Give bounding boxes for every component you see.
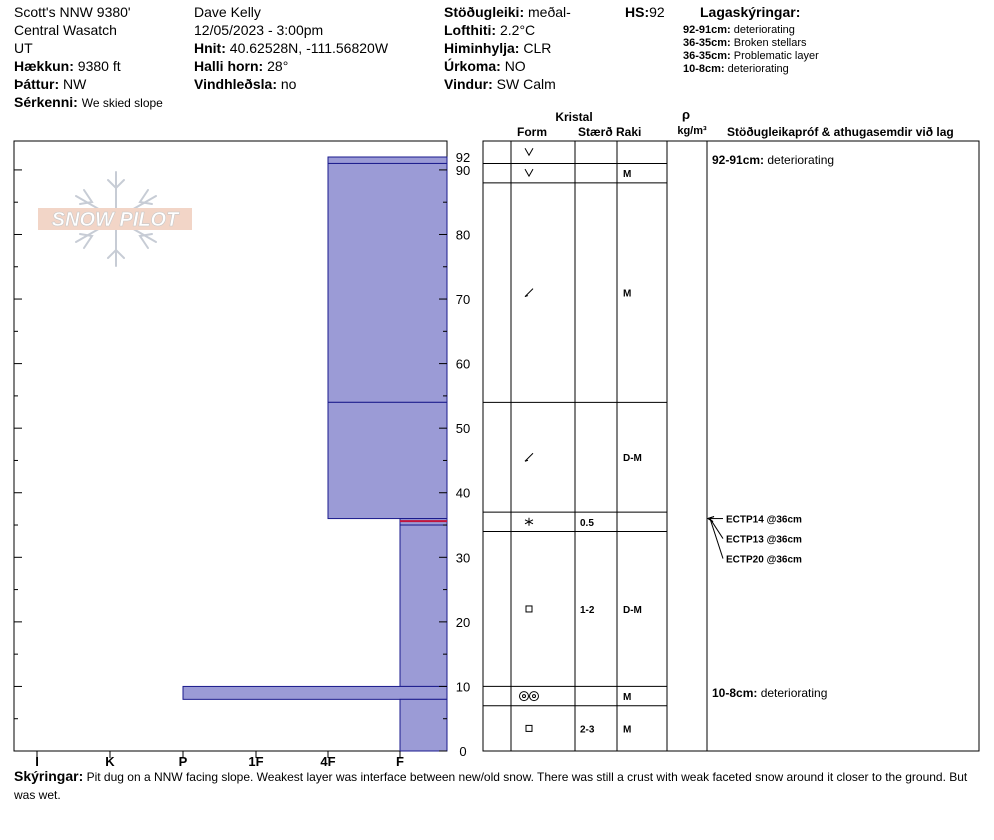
melt-freeze-icon	[520, 692, 539, 701]
stability-test-label: ECTP13 @36cm	[726, 534, 802, 546]
wind-label: Vindur:	[444, 76, 493, 92]
sky-value: CLR	[523, 40, 552, 56]
slope-label: Halli horn:	[194, 58, 264, 74]
layer-table	[483, 148, 834, 735]
features-value: We skied slope	[81, 96, 163, 110]
air-temp-label: Lofthiti:	[444, 22, 497, 38]
crystal-header: Kristal	[555, 110, 593, 124]
stability-test-label: ECTP14 @36cm	[726, 514, 802, 526]
slope-value: 28°	[267, 58, 289, 74]
hs-value: 92	[649, 4, 665, 20]
hardness-bar	[328, 157, 447, 163]
stability-test-label: ECTP20 @36cm	[726, 554, 802, 566]
wind-loading-value: no	[280, 76, 297, 92]
coords-label: Hnit:	[194, 40, 226, 56]
stellar-icon	[525, 518, 533, 526]
density-header: kg/m³	[677, 125, 707, 137]
aspect-value: NW	[63, 76, 87, 92]
layer-note-4: 10-8cm: deteriorating	[683, 63, 789, 75]
hardness-bar	[328, 402, 447, 518]
hs-label: HS:	[625, 4, 650, 20]
depth-tick-label: 20	[455, 614, 471, 630]
aspect-label: Þáttur:	[14, 76, 60, 92]
layer-table-frame	[483, 141, 979, 751]
depth-top-label: 92	[455, 150, 471, 165]
depth-tick-label: 30	[455, 550, 471, 566]
state-name: UT	[14, 40, 33, 56]
hardness-tick-label: F	[396, 754, 404, 769]
layer-wetness: M	[623, 692, 632, 704]
hardness-tick-label: K	[105, 754, 115, 769]
wind-value: SW Calm	[496, 76, 556, 92]
observer-name: Dave Kelly	[194, 4, 261, 20]
observation-datetime: 12/05/2023 - 3:00pm	[194, 22, 324, 38]
depth-tick-label: 80	[455, 227, 471, 243]
layer-wetness: M	[623, 169, 632, 181]
layer-comment: 92-91cm: deteriorating	[712, 153, 835, 168]
hardness-bar	[400, 699, 447, 751]
region-name: Central Wasatch	[14, 22, 117, 38]
depth-tick-label: 0	[459, 744, 467, 759]
precip-value: NO	[504, 58, 526, 74]
form-header: Form	[517, 125, 547, 139]
layer-size: 1-2	[580, 604, 595, 616]
wind-loading-label: Vindhleðsla:	[194, 76, 277, 92]
precip-label: Úrkoma:	[444, 58, 501, 74]
faceted-icon	[526, 606, 532, 612]
layer-note-2: 36-35cm: Broken stellars	[683, 37, 807, 49]
stability-value: meðal-	[528, 4, 571, 20]
hardness-tick-label: I	[35, 754, 39, 769]
layer-note-1: 92-91cm: deteriorating	[683, 24, 795, 36]
layer-wetness: M	[623, 288, 632, 300]
comments-text: Pit dug on a NNW facing slope. Weakest layer was interface between new/old snow. There was still a crust with weak faceted snow around it closer to the ground. But was wet.	[14, 770, 968, 802]
wetness-header: Raki	[616, 125, 642, 139]
decomposing-icon	[525, 289, 533, 297]
logo-text: SNOW PILOT	[51, 209, 179, 231]
layer-wetness: M	[623, 724, 632, 736]
hardness-bar	[400, 525, 447, 686]
elevation-value: 9380 ft	[77, 58, 121, 74]
layer-note-3: 36-35cm: Problematic layer	[683, 50, 819, 62]
hardness-bars	[183, 157, 447, 751]
layer-size: 0.5	[580, 517, 594, 529]
layer-size: 2-3	[580, 724, 595, 736]
stability-test-arrow	[710, 519, 723, 559]
layer-comment: 10-8cm: deteriorating	[712, 685, 828, 700]
depth-tick-label: 70	[455, 292, 471, 308]
depth-tick-label: 10	[455, 679, 471, 695]
hardness-bar	[183, 686, 447, 699]
stability-test-arrow	[710, 519, 723, 539]
tests-header: Stöðugleikapróf & athugasemdir við lag	[727, 125, 954, 139]
layer-wetness: D-M	[623, 453, 642, 465]
layer-wetness: D-M	[623, 604, 642, 616]
location-name: Scott's NNW 9380'	[14, 4, 131, 20]
elevation-label: Hækkun:	[14, 58, 74, 74]
coords-value: 40.62528N, -111.56820W	[229, 40, 389, 56]
new-snow-icon	[525, 169, 533, 176]
depth-tick-label: 50	[455, 421, 471, 437]
depth-tick-label: 90	[455, 162, 471, 178]
depth-tick-label: 60	[455, 356, 471, 372]
features-label: Sérkenni:	[14, 94, 78, 110]
comments-label: Skýringar:	[14, 768, 84, 784]
size-header: Stærð	[578, 125, 613, 139]
air-temp-value: 2.2°C	[499, 22, 536, 38]
new-snow-icon	[525, 148, 533, 155]
hardness-tick-label: 4F	[320, 754, 336, 769]
depth-tick-label: 40	[455, 485, 471, 501]
stability-label: Stöðugleiki:	[444, 4, 525, 20]
hardness-tick-label: P	[178, 754, 188, 769]
layer-notes-title: Lagaskýringar:	[700, 4, 801, 20]
rho-header: ρ	[681, 107, 691, 122]
faceted-icon	[526, 725, 532, 731]
hardness-bar	[328, 163, 447, 402]
decomposing-icon	[525, 453, 533, 461]
hardness-tick-label: 1F	[248, 754, 264, 769]
comments-block	[14, 767, 989, 804]
sky-label: Himinhylja:	[444, 40, 520, 56]
